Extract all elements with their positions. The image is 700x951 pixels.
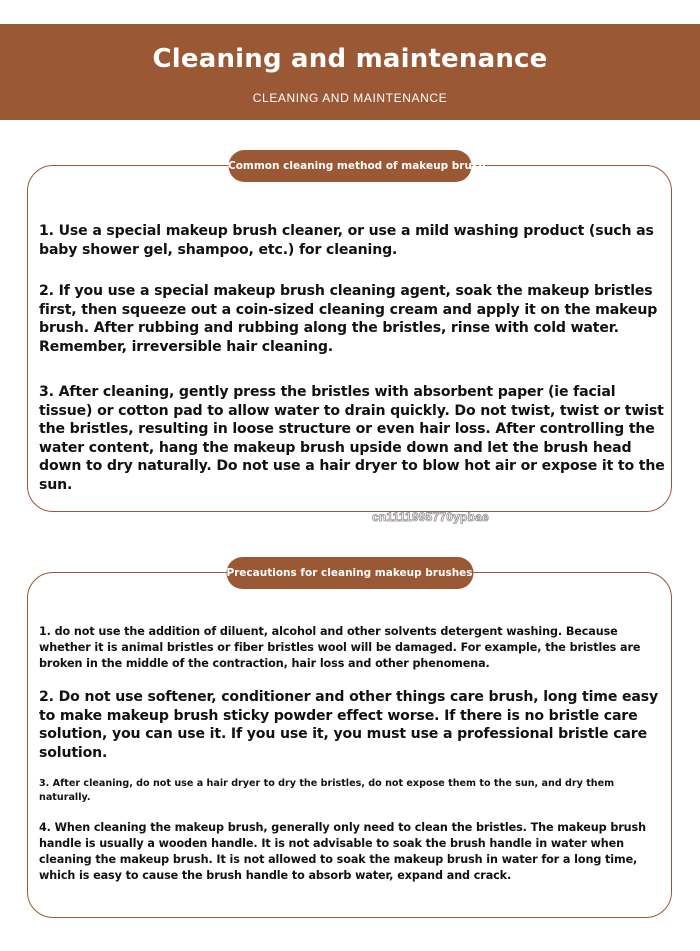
page-title: Cleaning and maintenance <box>152 44 548 74</box>
cleaning-method-label: Common cleaning method of makeup brush <box>228 150 471 182</box>
cleaning-method-card <box>27 160 672 512</box>
cleaning-method-paragraph-1: 1. Use a special makeup brush cleaner, or use a mild washing product (such as baby shower gel, shampoo, etc.) for cleaning. <box>39 223 654 258</box>
cleaning-method-paragraph-3: 3. After cleaning, gently press the bristles with absorbent paper (ie facial tissue) or cotton pad to allow water to drain quickly. Do not twist, twist or twist the bristles, resulting in loose structure or even hair loss. After controlling the water content, hang the makeup brush upside down and let the brush head down to dry naturally. Do not use a hair dryer to blow hot air or expose it to the sun. <box>39 384 665 493</box>
page-subtitle: CLEANING AND MAINTENANCE <box>252 91 448 105</box>
precautions-paragraph-1: 1. do not use the addition of diluent, alcohol and other solvents detergent washing. Because whether it is animal bristles or fiber bristles wool will be damaged. For example, the bristles are broken in the middle of the contraction, hair loss and other phenomena. <box>39 625 641 670</box>
precautions-paragraph-2: 2. Do not use softener, conditioner and other things care brush, long time easy to make makeup brush sticky powder effect worse. If there is no bristle care solution, you can use it. If you use it, you must use a professional bristle care solution. <box>39 689 659 761</box>
precautions-paragraph-4: 4. When cleaning the makeup brush, generally only need to clean the bristles. The makeup brush handle is usually a wooden handle. It is not advisable to soak the brush handle in water when cleaning the makeup brush. It is not allowed to soak the makeup brush in water for a long time, which is easy to cause the brush handle to absorb water, expand and crack. <box>39 821 646 882</box>
precautions-paragraph-3: 3. After cleaning, do not use a hair dryer to dry the bristles, do not expose them to the sun, and dry them naturally. <box>39 778 615 803</box>
store-watermark: cn1111995770ypbae <box>372 510 489 524</box>
cleaning-method-paragraph-2: 2. If you use a special makeup brush cleaning agent, soak the makeup bristles first, then squeeze out a coin-sized cleaning cream and apply it on the makeup brush. After rubbing and rubbing along the bristles, rinse with cold water. Remember, irreversible hair cleaning. <box>39 283 658 355</box>
page-header <box>0 24 700 120</box>
precautions-label: Precautions for cleaning makeup brushes <box>226 557 473 589</box>
precautions-card <box>27 567 672 918</box>
